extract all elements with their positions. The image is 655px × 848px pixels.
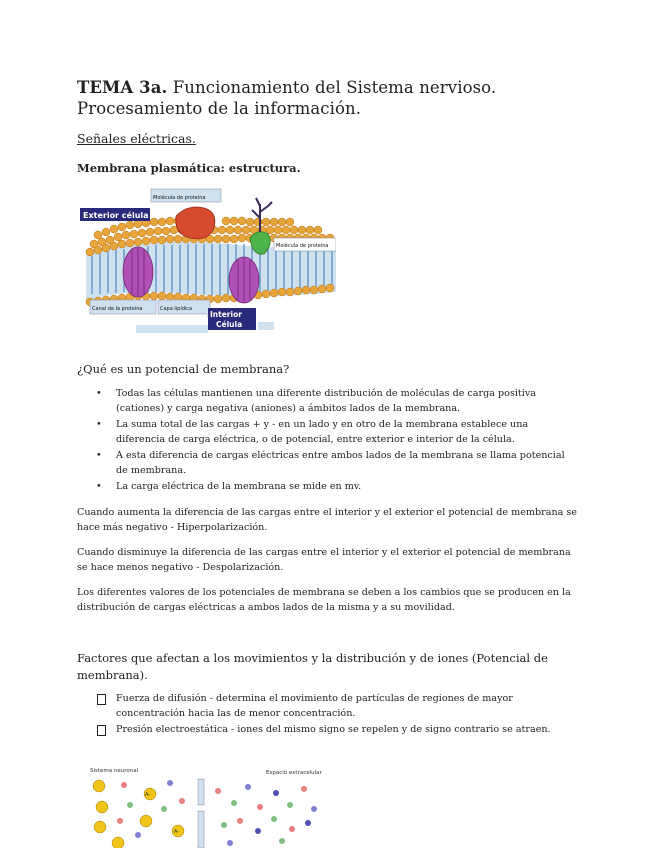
membrane-structure-figure — [78, 182, 336, 334]
ion-distribution-figure — [82, 763, 330, 848]
label-protein-molecule-right: Molécula de proteína — [276, 243, 329, 249]
bullet-item: • La suma total de las cargas + y - en un lado y en otro de la membrana establece una diferencia de carga eléctrica, o de potencial, entre exterior e interior de la célula. — [96, 417, 576, 447]
label-interior: Interior — [210, 310, 242, 319]
potential-question: ¿Qué es un potencial de membrana? — [77, 362, 290, 376]
bullet-item: • Todas las células mantienen una diferente distribución de moléculas de carga positiva (cationes) y carga negativa (aniones) a ámbitos lados de la membrana. — [96, 386, 576, 416]
factor-item — [96, 722, 576, 737]
factors-list — [96, 691, 576, 738]
label-protein-channel: Canal de la proteína — [92, 306, 143, 312]
membrane-segment-top — [198, 779, 204, 805]
membrane-heading: Membrana plasmática: estructura. — [77, 161, 301, 175]
checkbox-icon — [97, 725, 106, 736]
paragraph-hyperpolarization: Cuando aumenta la diferencia de las cargas entre el interior y el exterior el potencial de membrana se hace más negativo - Hiperpolarización. — [77, 507, 577, 533]
membrane-segment-bottom — [198, 811, 204, 848]
anion-label: A- — [145, 792, 151, 798]
factor-text: Fuerza de difusión - determina el movimiento de partículas de regiones de mayor concentración hacia las de menor concentración. — [116, 693, 513, 719]
red-protein-shape — [176, 207, 215, 239]
page-title — [77, 77, 597, 119]
label-neuron-side: Sistema neuronal — [90, 768, 139, 774]
label-interior-2: Célula — [216, 320, 243, 329]
factors-heading: Factores que afectan a los movimientos y la distribución y de iones (Potencial de membrana). — [77, 651, 548, 682]
checkbox-icon — [97, 694, 106, 705]
paragraph-potential-values: Los diferentes valores de los potenciales de membrana se deben a los cambios que se producen en la distribución de cargas eléctricas a ambos lados de la misma y a su movilidad. — [77, 587, 571, 613]
section-heading: Señales eléctricas. — [77, 131, 196, 146]
label-exterior: Exterior célula — [83, 211, 149, 220]
potential-bullet-list — [96, 386, 576, 495]
title-text: Funcionamiento del Sistema nervioso. Procesamiento de la información. — [77, 78, 497, 118]
factor-text: Presión electroestática - iones del mismo signo se repelen y de signo contrario se atraen. — [116, 724, 551, 735]
label-extracellular: Espacio extracelular — [266, 770, 322, 776]
bullet-item: • A esta diferencia de cargas eléctricas entre ambos lados de la membrana se llama potencial de membrana. — [96, 448, 576, 478]
label-lipid-layer: Capa lipídica — [160, 306, 193, 312]
anion-label: A- — [174, 829, 180, 835]
title-prefix: TEMA 3a. — [77, 78, 168, 97]
paragraph-depolarization: Cuando disminuye la diferencia de las cargas entre el interior y el exterior el potencial de membrana se hace menos negativo - Despolarización. — [77, 547, 571, 573]
label-protein-molecule-top: Molécula de proteína — [153, 195, 206, 201]
bullet-item: • La carga eléctrica de la membrana se mide en mv. — [96, 479, 576, 494]
factor-item — [96, 691, 576, 721]
